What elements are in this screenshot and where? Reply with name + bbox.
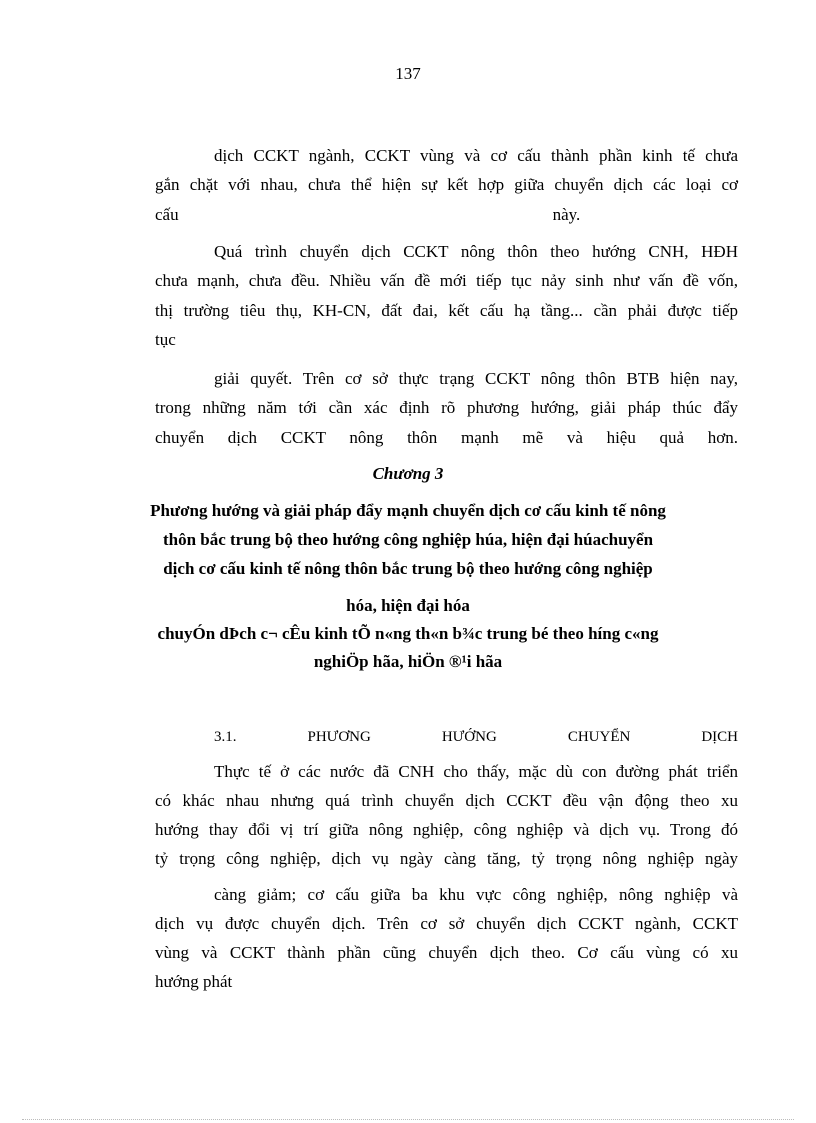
- chapter-title-line: Phương hướng và giải pháp đẩy mạnh chuyển dịch cơ cấu kinh tế nông: [150, 501, 666, 520]
- body-line: thị trường tiêu thụ, KH-CN, đất đai, kết cấu hạ tầng... cần phải được tiếp: [155, 301, 738, 320]
- body-line: hướng phát: [155, 972, 233, 991]
- body-line: chưa mạnh, chưa đều. Nhiều vấn đề mới tiếp tục nảy sinh như vấn đề vốn,: [155, 271, 738, 290]
- body-line: tỷ trọng công nghiệp, dịch vụ ngày càng tăng, tỷ trọng nông nghiệp ngày: [155, 849, 738, 868]
- body-line: gắn chặt với nhau, chưa thể hiện sự kết hợp giữa chuyển dịch các loại cơ: [155, 175, 738, 194]
- body-line: có khác nhau nhưng quá trình chuyển dịch CCKT đều vận động theo xu: [155, 791, 738, 810]
- body-line: chuyển dịch CCKT nông thôn mạnh mẽ và hiệu quả hơn.: [155, 428, 738, 447]
- body-line: trong những năm tới cần xác định rõ phương hướng, giải pháp thúc đẩy: [155, 398, 738, 417]
- body-line: Thực tế ở các nước đã CNH cho thấy, mặc dù con đường phát triển: [214, 762, 738, 781]
- body-line: Quá trình chuyển dịch CCKT nông thôn theo hướng CNH, HĐH: [214, 242, 738, 261]
- body-line: vùng và CCKT thành phần cũng chuyển dịch theo. Cơ cấu vùng có xu: [155, 943, 738, 962]
- body-line: càng giảm; cơ cấu giữa ba khu vực công nghiệp, nông nghiệp và: [214, 885, 738, 904]
- chapter-title-line: hóa, hiện đại hóa: [346, 596, 470, 615]
- body-line: giải quyết. Trên cơ sở thực trạng CCKT nông thôn BTB hiện nay,: [214, 369, 738, 388]
- body-line: cấu này.: [155, 205, 581, 224]
- chapter-title-garbled-line: nghiÖp hãa, hiÖn ®¹i hãa: [313, 652, 503, 671]
- body-line: hướng thay đổi vị trí giữa nông nghiệp, công nghiệp và dịch vụ. Trong đó: [155, 820, 738, 839]
- chapter-title-garbled-line: chuyÓn dÞch c¬ cÊu kinh tÕ n«ng th«n b¾c trung bé theo híng c«ng: [157, 624, 659, 643]
- chapter-title-line: dịch cơ cấu kinh tế nông thôn bắc trung bộ theo hướng công nghiệp: [163, 559, 653, 578]
- chapter-label: Chương 3: [372, 464, 444, 483]
- chapter-title-line: thôn bắc trung bộ theo hướng công nghiệp húa, hiện đại húachuyển: [162, 530, 654, 549]
- page-number: 137: [395, 64, 421, 83]
- body-line: dịch vụ được chuyển dịch. Trên cơ sở chuyển dịch CCKT ngành, CCKT: [155, 914, 738, 933]
- section-heading: 3.1. PHƯƠNG HƯỚNG CHUYỂN DỊCH: [214, 729, 738, 745]
- page-bottom-divider: [22, 1119, 794, 1120]
- body-line: tục: [155, 330, 176, 349]
- body-line: dịch CCKT ngành, CCKT vùng và cơ cấu thành phần kinh tế chưa: [214, 146, 738, 165]
